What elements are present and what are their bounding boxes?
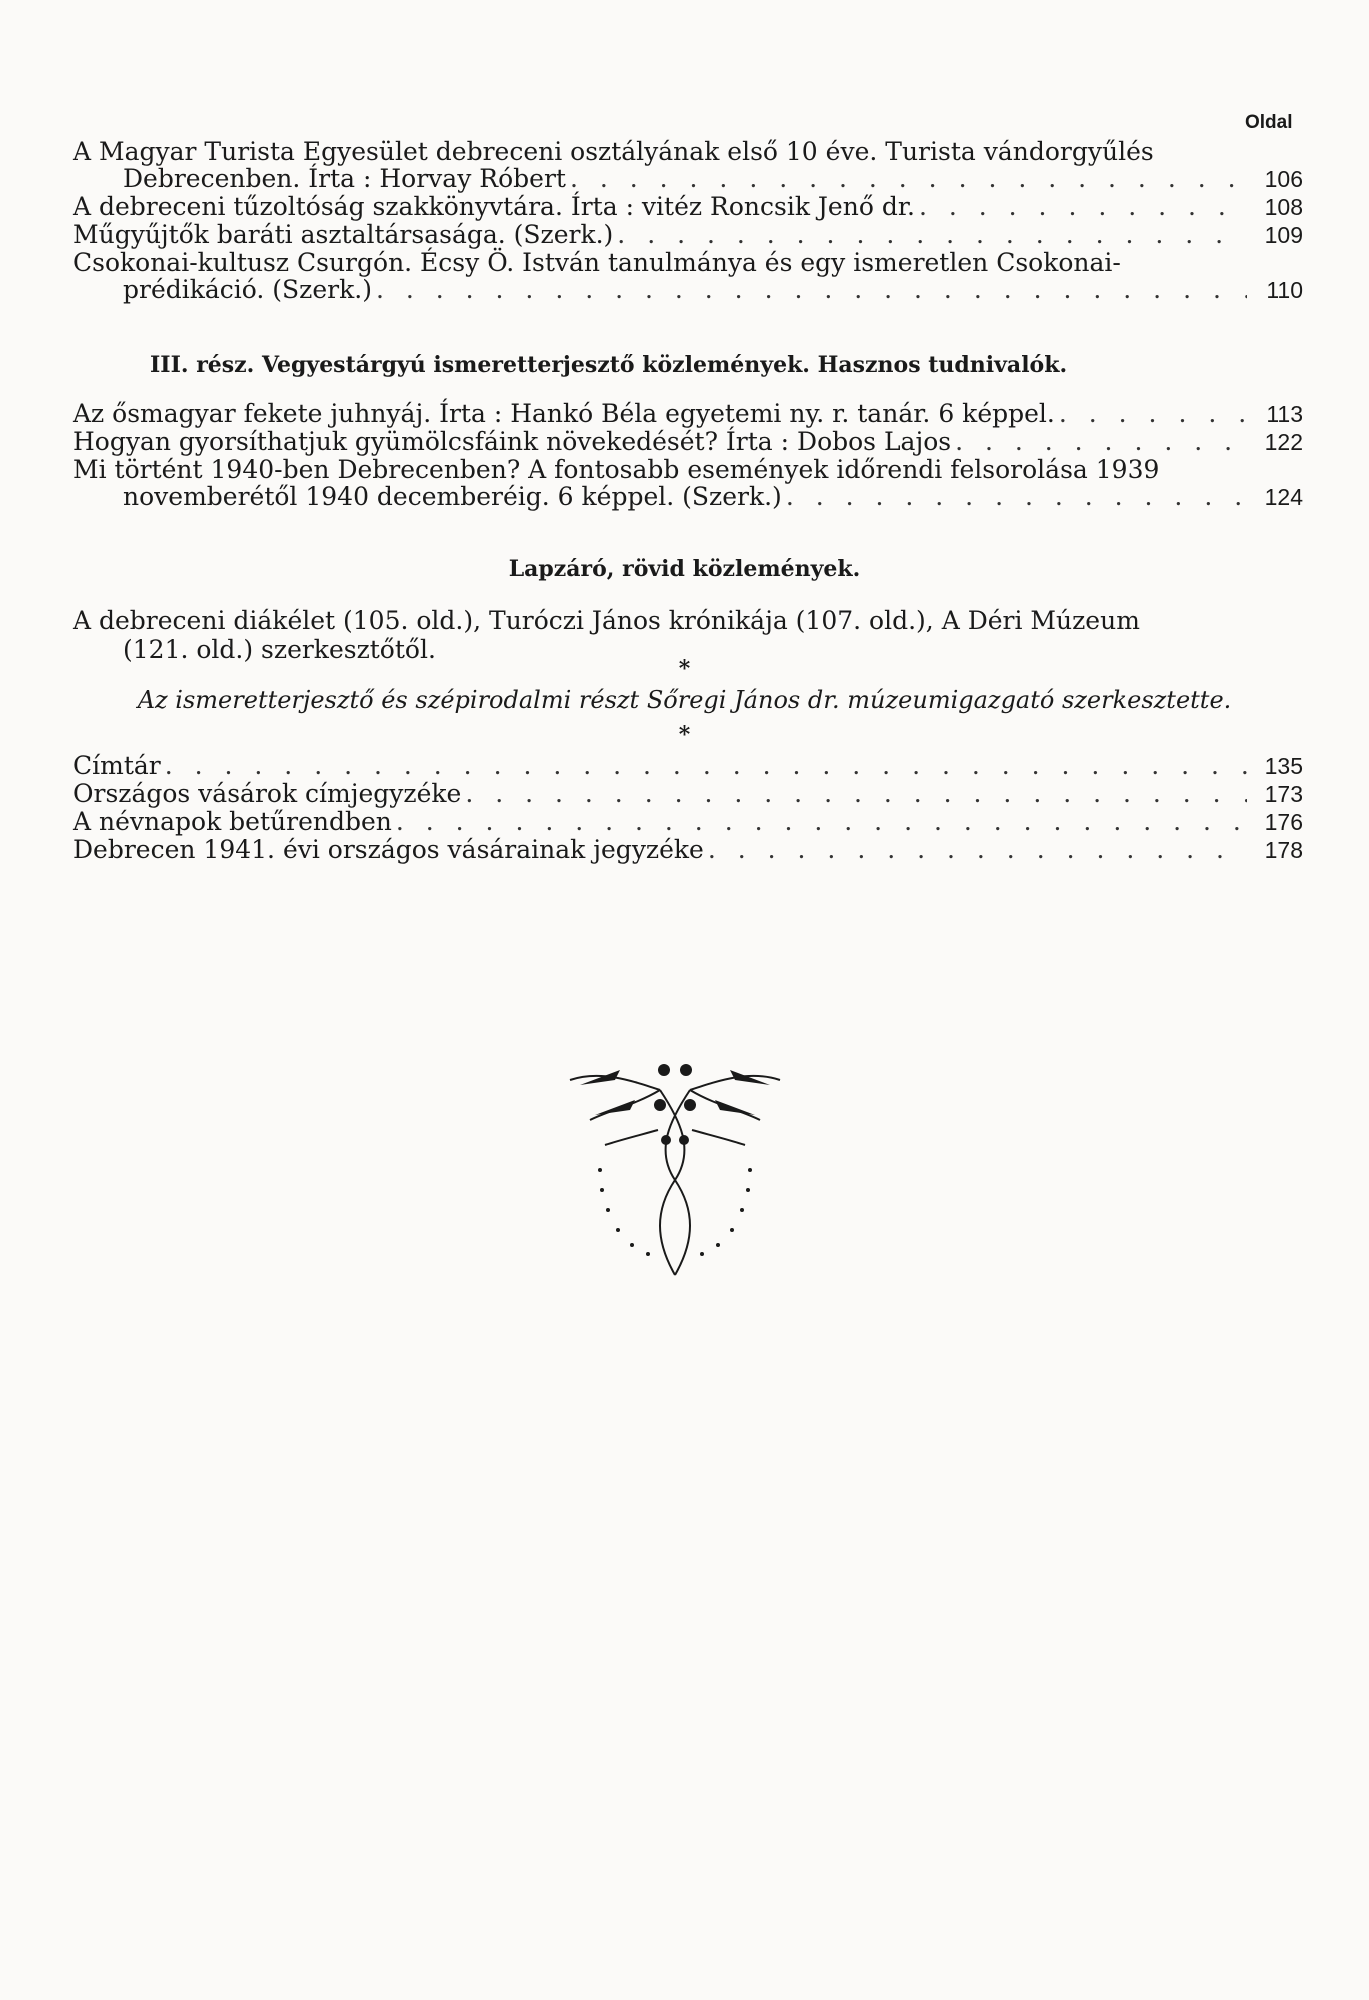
- toc-entry: [73, 836, 1303, 864]
- toc-entry-line: A Magyar Turista Egyesület debreceni osztályának első 10 éve. Turista vándorgyűlés: [73, 137, 1154, 166]
- toc-entry-line: Hogyan gyorsíthatjuk gyümölcsfáink növekedését? Írta : Dobos Lajos: [73, 427, 952, 456]
- toc-section-1: [73, 138, 1303, 304]
- toc-entry: [73, 428, 1303, 456]
- toc-entry-line: prédikáció. (Szerk.): [123, 275, 372, 304]
- toc-section-directory: [73, 752, 1303, 864]
- toc-entry-line: A debreceni tűzoltóság szakkönyvtára. Írta : vitéz Roncsik Jenő dr.: [73, 192, 915, 221]
- toc-page-number: 110: [1266, 277, 1303, 303]
- toc-page-number: 176: [1264, 809, 1303, 835]
- part-3-heading: III. rész. Vegyestárgyú ismeretterjesztő közlemények. Hasznos tudnivalók.: [150, 352, 1068, 378]
- lapzaro-line: (121. old.) szerkesztőtől.: [123, 635, 436, 664]
- toc-section-3: [73, 400, 1303, 511]
- toc-entry: [73, 249, 1303, 304]
- toc-entry: [73, 808, 1303, 836]
- toc-page-number: 135: [1264, 753, 1303, 779]
- toc-entry: [73, 752, 1303, 780]
- separator-asterisk: *: [678, 722, 691, 748]
- toc-page-number: 173: [1264, 781, 1303, 807]
- toc-entry-line: Debrecen 1941. évi országos vásárainak jegyzéke: [73, 835, 704, 864]
- page-column-label: Oldal: [1245, 112, 1293, 133]
- lapzaro-line: A debreceni diákélet (105. old.), Turóczi János krónikája (107. old.), A Déri Múzeum: [73, 606, 1140, 635]
- separator-asterisk: *: [678, 656, 691, 682]
- floral-vignette-icon: [560, 1040, 790, 1290]
- toc-page-number: 122: [1264, 429, 1303, 455]
- toc-entry-line: Címtár: [73, 751, 161, 780]
- toc-entry-line: Csokonai-kultusz Csurgón. Écsy Ö. István tanulmánya és egy ismeretlen Csokonai-: [73, 248, 1121, 277]
- toc-entry: [73, 780, 1303, 808]
- toc-page-number: 106: [1264, 166, 1303, 192]
- toc-page-number: 124: [1264, 484, 1303, 510]
- toc-page-number: 178: [1264, 837, 1303, 863]
- toc-page-number: 108: [1264, 194, 1303, 220]
- editor-note: Az ismeretterjesztő és szépirodalmi részt Sőregi János dr. múzeumigazgató szerkesztette.: [137, 686, 1232, 714]
- toc-entry-line: A névnapok betűrendben: [73, 807, 392, 836]
- toc-entry-line: Az ősmagyar fekete juhnyáj. Írta : Hankó Béla egyetemi ny. r. tanár. 6 képpel.: [73, 399, 1055, 428]
- toc-entry-line: Műgyűjtők baráti asztaltársasága. (Szerk.): [73, 220, 614, 249]
- toc-entry: [73, 400, 1303, 428]
- toc-page-number: 113: [1266, 401, 1303, 427]
- toc-entry-line: Mi történt 1940-ben Debrecenben? A fontosabb események időrendi felsorolása 1939: [73, 455, 1160, 484]
- lapzaro-heading: Lapzáró, rövid közlemények.: [508, 556, 861, 582]
- toc-entry: [73, 456, 1303, 511]
- toc-entry-line: Debrecenben. Írta : Horvay Róbert: [123, 164, 566, 193]
- toc-entry: [73, 138, 1303, 193]
- toc-entry: [73, 221, 1303, 249]
- toc-entry-line: novemberétől 1940 decemberéig. 6 képpel. (Szerk.): [123, 482, 782, 511]
- toc-entry-line: Országos vásárok címjegyzéke: [73, 779, 462, 808]
- toc-page-number: 109: [1264, 222, 1303, 248]
- toc-entry: [73, 193, 1303, 221]
